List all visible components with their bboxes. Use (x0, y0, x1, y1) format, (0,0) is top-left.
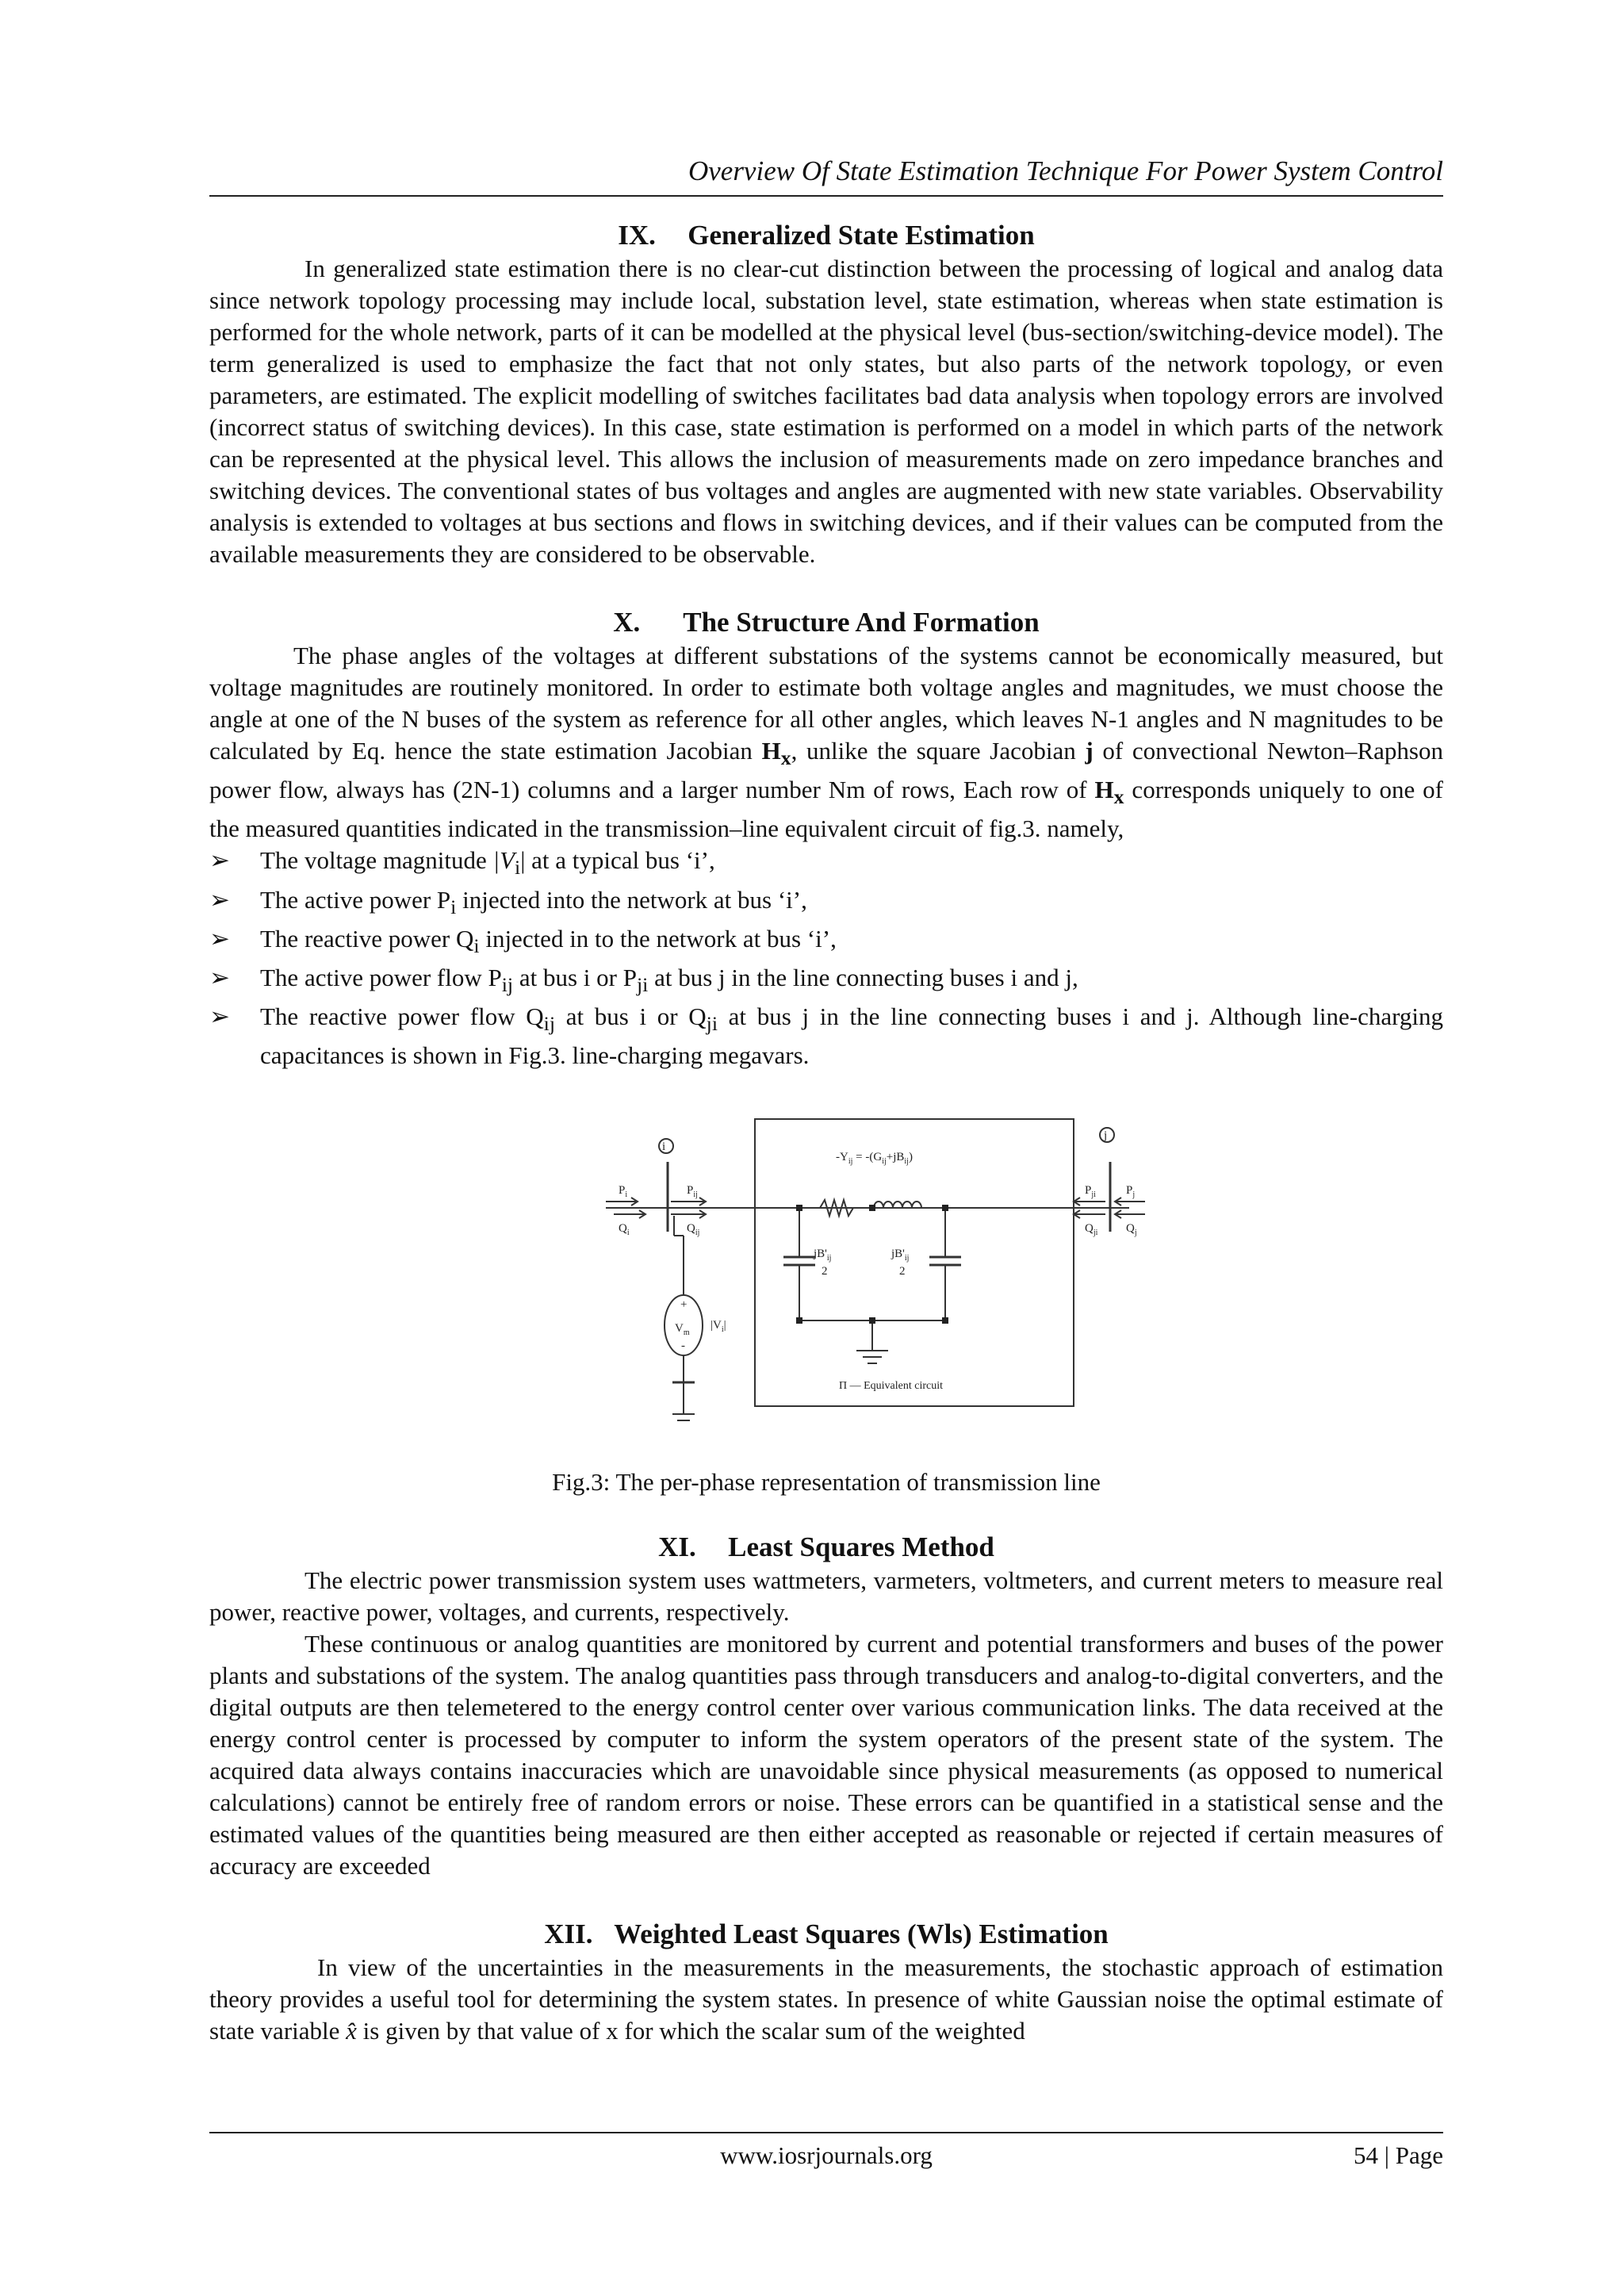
series-inductor-symbol (874, 1202, 921, 1208)
label-vmag: $|V_i|$ (710, 1319, 726, 1335)
measured-quantities-list (209, 845, 1443, 1071)
label-pi-equivalent: Π — Equivalent circuit (839, 1380, 944, 1393)
label-qj: $Q_j$ (1126, 1222, 1137, 1238)
document-page (209, 0, 1443, 2296)
label-qji: $Q_{ji}$ (1085, 1222, 1098, 1238)
paragraph: These continuous or analog quantities are monitored by current and potential transformers and buses of the power plants and substations of the system. The analog quantities pass through transducers and analog-to-digital converters, and the digital outputs are then telemetered to the energy control center over various communication links. The data received at the energy control center is processed by computer to inform the system operators of the present state of the system. The acquired data always contains inaccuracies which are unavoidable since physical measurements (as opposed to numerical calculations) cannot be entirely free of random errors or noise. These errors can be quantified in a statistical sense and the estimated values of the quantities being measured are then either accepted as reasonable or rejected if certain measures of accuracy are exceeded (209, 1630, 1443, 1880)
section-title: Least Squares Method (728, 1531, 994, 1563)
footer-journal-url: www.iosrjournals.org (720, 2141, 933, 2169)
arrow-bullet-icon: ➢ (209, 1002, 230, 1031)
list-item: ➢ The voltage magnitude $|V_i|$ at a typical bus ‘i’, (209, 846, 715, 880)
arrow-bullet-icon: ➢ (209, 963, 230, 991)
section-title: Generalized State Estimation (688, 220, 1035, 251)
arrow-bullet-icon: ➢ (209, 924, 230, 953)
list-item: ➢ The reactive power flow $Q_{ij}$ at bus i or $Q_{ji}$ at bus j in the line connecting buses i and j. Although line-charging capacitances is shown in Fig.3. line-charging megavars. (209, 1002, 1443, 1070)
bus-i-node (659, 1139, 673, 1153)
label-series-admittance: $-Y_{ij} = -(G_{ij}+jB_{ij})$ (836, 1151, 913, 1167)
pi-circuit-box (755, 1119, 1074, 1406)
label-pji: $P_{ji}$ (1085, 1184, 1096, 1200)
label-minus: - (681, 1340, 685, 1353)
header-rule (209, 195, 1443, 197)
section-title: The Structure And Formation (683, 607, 1040, 638)
page-content (209, 218, 1443, 2047)
label-shunt-right-den: 2 (899, 1265, 906, 1278)
arrow-bullet-icon: ➢ (209, 846, 230, 875)
section-number: XII. (544, 1918, 593, 1950)
section-number: XI. (658, 1531, 696, 1563)
label-shunt-left: $jB'_{ij}$ (814, 1248, 832, 1263)
running-header: Overview Of State Estimation Technique For Power System Control (688, 155, 1443, 186)
section-number: IX. (618, 220, 656, 251)
list-item: ➢ The reactive power $Q_i$ injected in to the network at bus ‘i’, (209, 924, 837, 957)
section-heading-ix (209, 218, 1443, 253)
list-item: ➢ The active power flow $P_{ij}$ at bus i or $P_{ji}$ at bus j in the line connecting buses i and j, (209, 963, 1078, 997)
section-heading-xi (209, 1530, 1443, 1565)
label-pij: $P_{ij}$ (687, 1184, 698, 1200)
section-heading-x (209, 605, 1443, 640)
bus-i-label: i (662, 1140, 666, 1154)
label-qij: $Q_{ij}$ (687, 1222, 700, 1238)
paragraph: The electric power transmission system uses wattmeters, varmeters, voltmeters, and current meters to measure real power, reactive power, voltages, and currents, respectively. (209, 1566, 1443, 1627)
section-heading-xii (209, 1917, 1443, 1952)
label-qi: $Q_i$ (619, 1222, 630, 1238)
figure-transmission-line (209, 1113, 1443, 1462)
paragraph: In generalized state estimation there is no clear-cut distinction between the processing of logical and analog data since network topology processing may include local, substation level, state estimation, whereas when state estimation is performed for the whole network, parts of it can be modelled at the physical level (bus-section/switching-device model). The term generalized is used to emphasize the fact that not only states, but also parts of the network topology, or even parameters, are estimated. The explicit modelling of switches facilitates bad data analysis when topology errors are involved (incorrect status of switching devices). In this case, state estimation is performed on a model in which parts of the network can be represented at the physical level. This allows the inclusion of measurements made on zero impedance branches and switching devices. The conventional states of bus voltages and angles are augmented with new state variables. Observability analysis is extended to voltages at bus sections and flows in switching devices, and if their values can be computed from the available measurements they are considered to be observable. (209, 255, 1443, 568)
section-number: X. (613, 607, 641, 638)
figure-caption: Fig.3: The per-phase representation of transmission line (552, 1468, 1101, 1497)
arrow-bullet-icon: ➢ (209, 885, 230, 914)
list-item: ➢ The active power $P_i$ injected into the network at bus ‘i’, (209, 885, 807, 918)
label-vm: $V_m$ (675, 1322, 690, 1338)
section-title: Weighted Least Squares (Wls) Estimation (614, 1918, 1109, 1950)
label-plus: + (680, 1298, 688, 1312)
bus-j-label: j (1104, 1129, 1108, 1143)
paragraph: In view of the uncertainties in the measurements in the measurements, the stochastic approach of estimation theory provides a useful tool for determining the system states. In presence of white Gaussian noise the optimal estimate of state variable x̂ is given by that value of x for which the scalar sum of the weighted (209, 1953, 1443, 2045)
footer-page-number: 54 | Page (1354, 2141, 1443, 2169)
label-shunt-right: $jB'_{ij}$ (891, 1248, 910, 1263)
paragraph: The phase angles of the voltages at different substations of the systems cannot be economically measured, but voltage magnitudes are routinely monitored. In order to estimate both voltage angles and magnitudes, we must choose the angle at one of the N buses of the system as reference for all other angles, which leaves N-1 angles and N magnitudes to be calculated by Eq. hence the state estimation Jacobian $H_x$, unlike the square Jacobian j of convectional Newton–Raphson power flow, always has (2N-1) columns and a larger number Nm of rows, Each row of $H_x$ corresponds uniquely to one of the measured quantities indicated in the transmission–line equivalent circuit of fig.3. namely, (209, 642, 1443, 843)
pi-equivalent-circuit-diagram (209, 1113, 1443, 1462)
label-pi: $P_i$ (619, 1184, 628, 1200)
label-shunt-left-den: 2 (822, 1265, 828, 1278)
label-pj: $P_j$ (1126, 1184, 1136, 1200)
footer-rule (209, 2132, 1443, 2133)
